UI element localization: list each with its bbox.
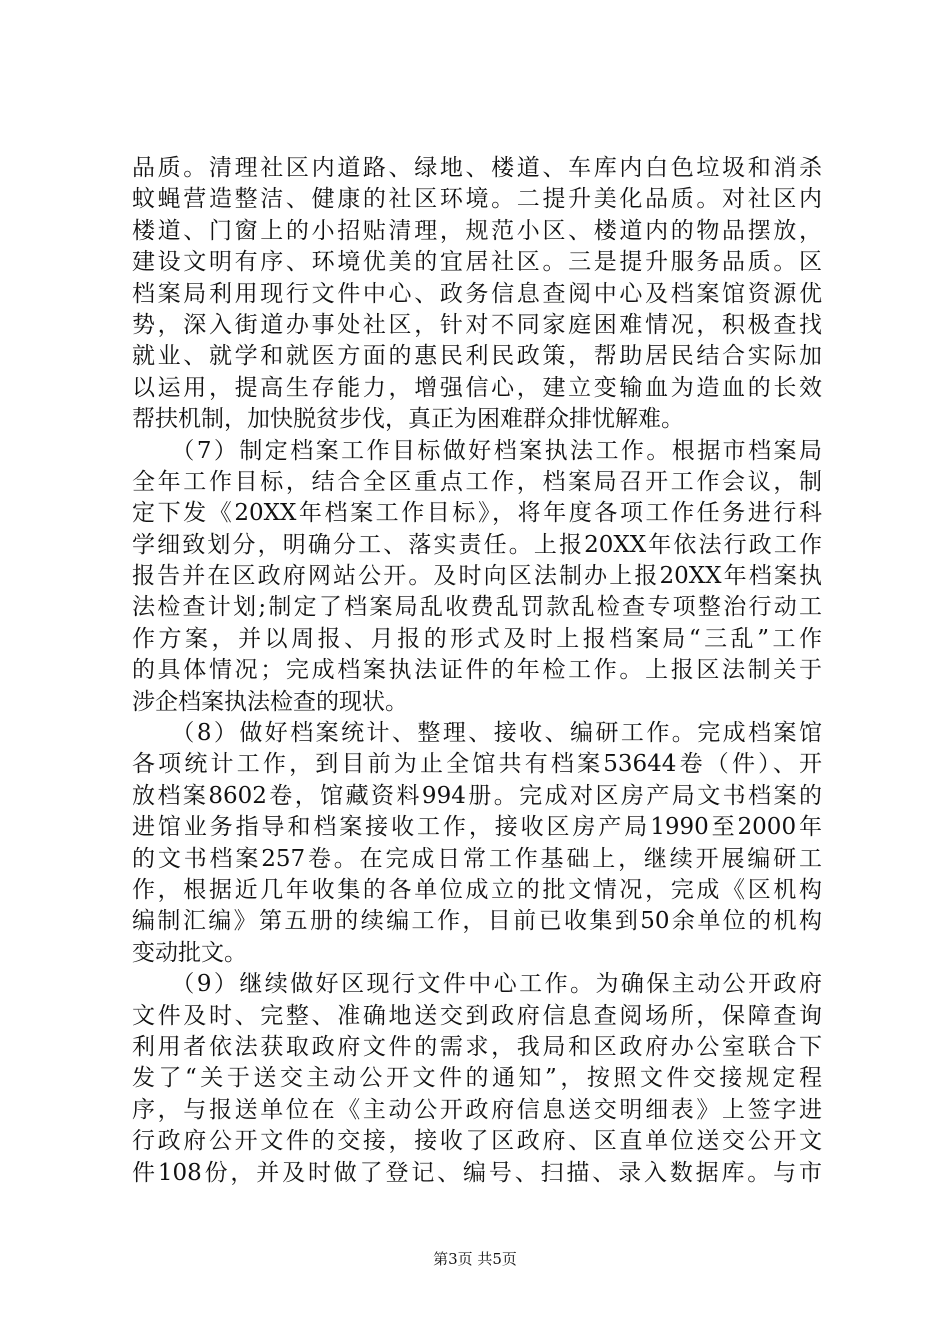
text-line: 放档案8602卷，馆藏资料994册。完成对区房产局文书档案的 [132,782,822,809]
text-line: 进馆业务指导和档案接收工作，接收区房产局1990至2000年 [132,814,822,841]
text-line: （8）做好档案统计、整理、接收、编研工作。完成档案馆 [132,720,822,747]
text-line: 帮扶机制，加快脱贫步伐，真正为困难群众排忧解难。 [132,406,684,433]
text-line: 全年工作目标，结合全区重点工作，档案局召开工作会议，制 [132,468,822,495]
text-line: 序，与报送单位在《主动公开政府信息送交明细表》上签字进 [132,1096,822,1123]
text-line: 编制汇编》第五册的续编工作，目前已收集到50余单位的机构 [132,908,822,935]
document-body [132,153,822,1189]
text-line: 件108份，并及时做了登记、编号、扫描、录入数据库。与市 [132,1159,822,1186]
text-line: 利用者依法获取政府文件的需求，我局和区政府办公室联合下 [132,1033,822,1060]
text-line: 作，根据近几年收集的各单位成立的批文情况，完成《区机构 [132,876,822,903]
page-footer: 第3页 共5页 [433,1250,517,1268]
text-line: 学细致划分，明确分工、落实责任。上报20XX年依法行政工作 [132,531,822,558]
text-line: 蚊蝇营造整洁、健康的社区环境。二提升美化品质。对社区内 [132,186,822,213]
text-line: 品质。清理社区内道路、绿地、楼道、车库内白色垃圾和消杀 [132,155,822,181]
text-line: 变动批文。 [132,939,247,966]
text-line: 行政府公开文件的交接，接收了区政府、区直单位送交公开文 [132,1128,822,1155]
text-line: （9）继续做好区现行文件中心工作。为确保主动公开政府 [132,971,822,998]
text-line: 作方案，并以周报、月报的形式及时上报档案局“三乱”工作 [132,625,822,652]
text-line: 涉企档案执法检查的现状。 [132,688,408,715]
text-line: 的具体情况；完成档案执法证件的年检工作。上报区法制关于 [132,657,822,684]
text-line: （7）制定档案工作目标做好档案执法工作。根据市档案局 [132,437,822,464]
text-line: 各项统计工作，到目前为止全馆共有档案53644卷（件）、开 [132,751,822,778]
text-line: 建设文明有序、环境优美的宜居社区。三是提升服务品质。区 [132,249,822,276]
text-line: 的文书档案257卷。在完成日常工作基础上，继续开展编研工 [132,845,822,872]
text-line: 档案局利用现行文件中心、政务信息查阅中心及档案馆资源优 [132,280,822,307]
text-line: 报告并在区政府网站公开。及时向区法制办上报20XX年档案执 [132,563,822,590]
text-line: 文件及时、完整、准确地送交到政府信息查阅场所，保障查询 [132,1002,822,1029]
text-line: 势，深入街道办事处社区，针对不同家庭困难情况，积极查找 [132,311,822,338]
text-line: 以运用，提高生存能力，增强信心，建立变输血为造血的长效 [132,374,822,401]
text-line: 发了“关于送交主动公开文件的通知”，按照文件交接规定程 [132,1065,822,1092]
text-line: 就业、就学和就医方面的惠民利民政策，帮助居民结合实际加 [132,343,822,370]
text-line: 楼道、门窗上的小招贴清理，规范小区、楼道内的物品摆放， [132,217,822,244]
text-line: 法检查计划;制定了档案局乱收费乱罚款乱检查专项整治行动工 [132,594,822,621]
text-line: 定下发《20XX年档案工作目标》，将年度各项工作任务进行科 [132,500,822,527]
